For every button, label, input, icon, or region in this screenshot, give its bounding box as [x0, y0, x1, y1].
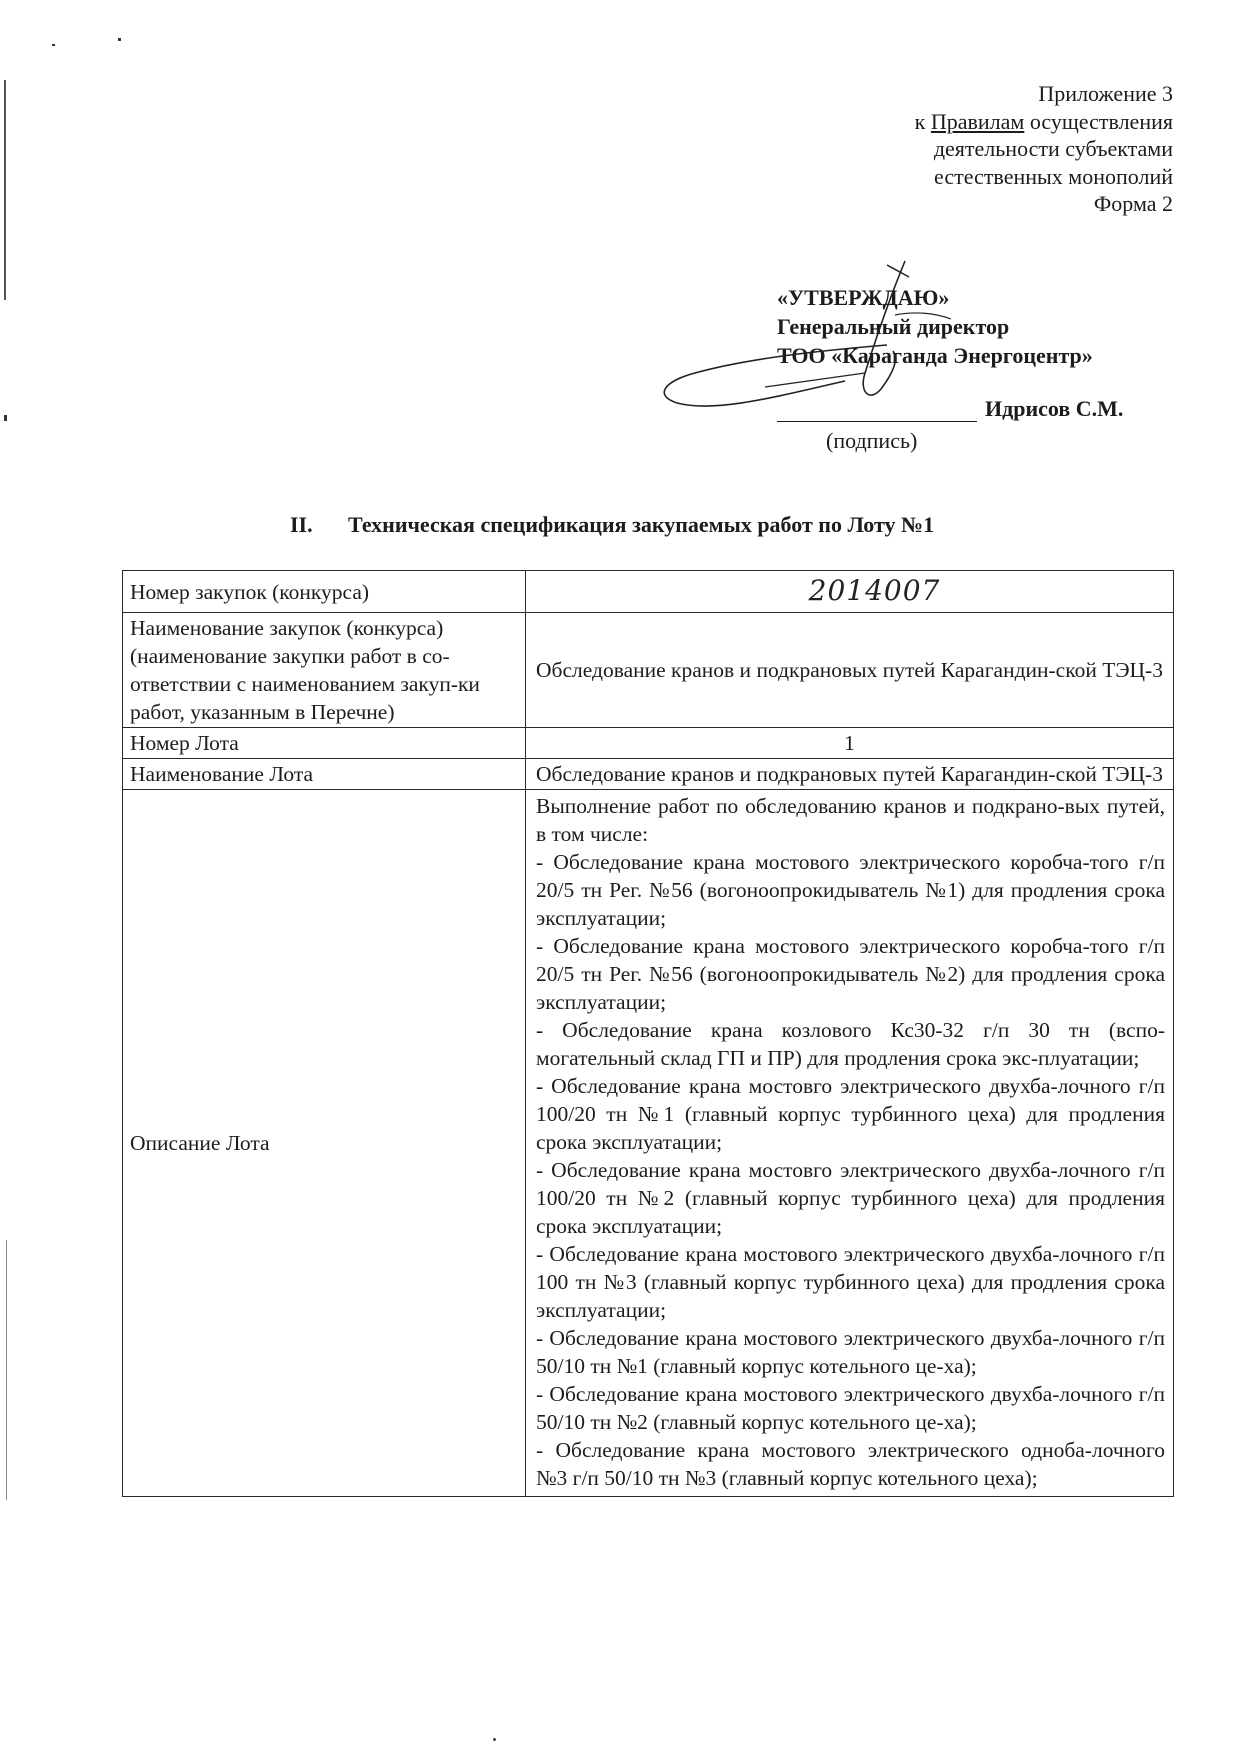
scan-artifact [6, 1240, 7, 1500]
description-item: - Обследование крана козлового Кс30-32 г/п 30 тн (вспо-могательный склад ГП и ПР) для продления срока экс-плуатации; [536, 1018, 1165, 1070]
section-heading: Техническая спецификация закупаемых работ по Лоту №1 [348, 512, 935, 537]
rules-link: Правилам [930, 108, 1025, 134]
appendix-line: Приложение 3 [1038, 81, 1173, 106]
section-title [290, 512, 1050, 538]
description-item: - Обследование крана мостовго электрического двухба-лочного г/п 100/20 тн №1 (главный корпус турбинного цеха) для продления срока эксплуатации; [536, 1074, 1165, 1154]
description-item: - Обследование крана мостового электрического коробча-того г/п 20/5 тн Рег. №56 (вогоноопрокидыватель №2) для продления срока эксплуатации; [536, 934, 1165, 1014]
row-label: Номер Лота [123, 728, 526, 759]
handwritten-number: 2014007 [808, 573, 941, 607]
table-row [123, 790, 1174, 1497]
row-label: Наименование Лота [123, 759, 526, 790]
approval-heading: «УТВЕРЖДАЮ» [777, 285, 950, 310]
scan-artifact [4, 80, 6, 300]
table-row [123, 759, 1174, 790]
purchase-name-value: Обследование кранов и подкрановых путей Карагандин-ской ТЭЦ-3 [526, 613, 1174, 728]
appendix-prefix: к [914, 108, 931, 134]
table-row [123, 728, 1174, 759]
approval-position: Генеральный директор [777, 314, 1010, 339]
appendix-line [753, 108, 1173, 136]
description-item: - Обследование крана мостового электрического двухба-лочного г/п 100 тн №3 (главный корпус турбинного цеха) для продления срока эксплуатации; [536, 1242, 1165, 1322]
approval-organization: ТОО «Караганда Энергоцентр» [777, 343, 1093, 368]
appendix-line: естественных монополий [934, 163, 1173, 189]
signature-row [777, 396, 1123, 422]
signer-name: Идрисов С.М. [985, 396, 1124, 421]
row-label: Описание Лота [123, 790, 526, 1497]
lot-name-value: Обследование кранов и подкрановых путей Карагандин-ской ТЭЦ-3 [526, 759, 1174, 790]
table-row [123, 613, 1174, 728]
lot-number-value: 1 [526, 728, 1174, 759]
section-number: II. [290, 512, 313, 537]
appendix-header [753, 80, 1173, 218]
purchase-number-value [526, 571, 1174, 613]
scan-artifact [118, 38, 121, 41]
scan-artifact [52, 44, 55, 46]
description-item: Выполнение работ по обследованию кранов и подкрано-вых путей, в том числе: [536, 794, 1165, 846]
description-item: - Обследование крана мостового электрического однoба-лочного №3 г/п 50/10 тн №3 (главный корпус котельного цеха); [536, 1438, 1165, 1490]
signature-caption: (подпись) [826, 428, 918, 453]
signature-line [777, 397, 977, 422]
scan-artifact [4, 415, 7, 421]
appendix-line: деятельности субъектами [933, 136, 1173, 161]
form-number: Форма 2 [1093, 191, 1173, 216]
table-row [123, 571, 1174, 613]
description-item: - Обследование крана мостовго электрического двухба-лочного г/п 100/20 тн №2 (главный корпус турбинного цеха) для продления срока эксплуатации; [536, 1158, 1165, 1238]
description-item: - Обследование крана мостового электрического двухба-лочного г/п 50/10 тн №1 (главный корпус котельного це-ха); [536, 1326, 1165, 1378]
description-item: - Обследование крана мостового электрического коробча-того г/п 20/5 тн Рег. №56 (вогоноопрокидыватель №1) для продления срока эксплуатации; [536, 850, 1165, 930]
description-item: - Обследование крана мостового электрического двухба-лочного г/п 50/10 тн №2 (главный корпус котельного це-ха); [536, 1382, 1165, 1434]
scan-artifact [493, 1738, 496, 1741]
row-label: Номер закупок (конкурса) [123, 571, 526, 613]
row-label: Наименование закупок (конкурса) (наименование закупки работ в со-ответствии с наименованием закуп-ки работ, указанным в Перечне) [123, 613, 526, 728]
appendix-suffix: осуществления [1024, 108, 1173, 134]
specification-table [122, 570, 1174, 1497]
lot-description [526, 790, 1174, 1497]
